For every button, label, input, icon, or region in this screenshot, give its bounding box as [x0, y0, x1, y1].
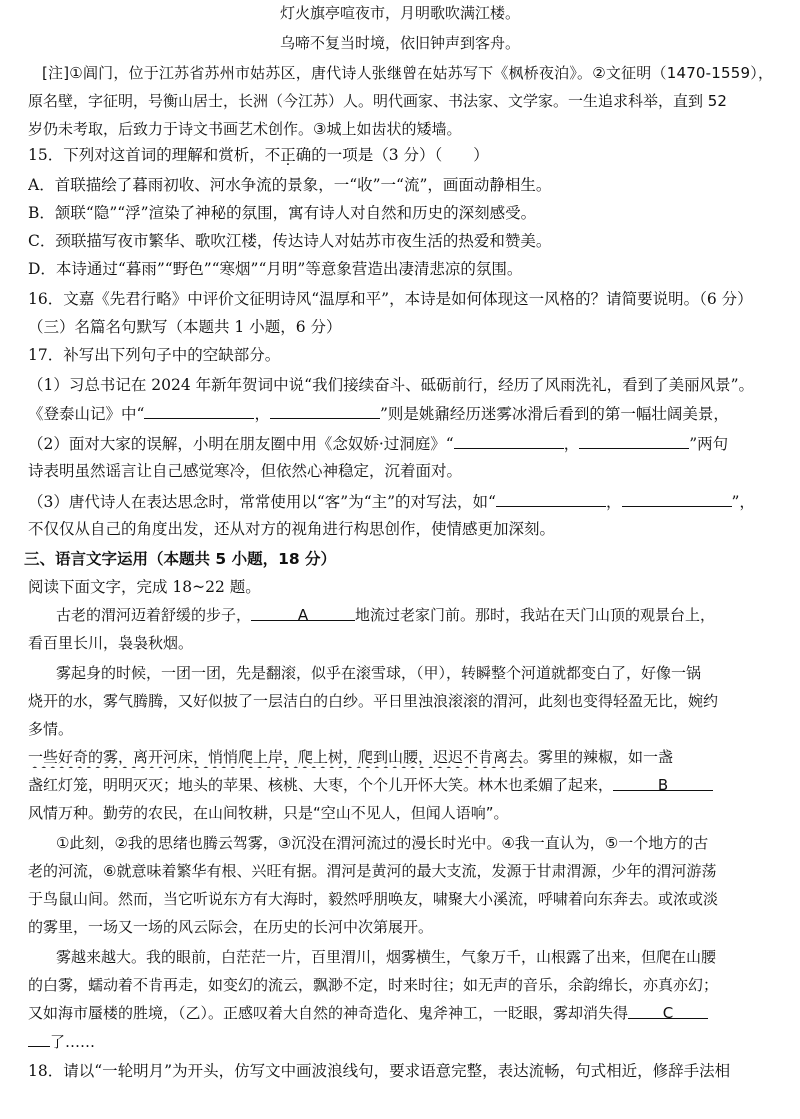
passage-paragraph: 看百里长川，袅袅秋烟。 — [28, 634, 194, 652]
note-text: [注]①阊门，位于江苏省苏州市姑苏区，唐代诗人张继曾在姑苏写下《枫桥夜泊》。②文征明（1470-1559）， — [42, 64, 774, 82]
passage-paragraph: 烧开的水，雾气腾腾，又好似披了一层洁白的白纱。平日里浊浪滚滚的渭河，此刻也变得轻盈无比，婉约 — [28, 692, 719, 710]
option-b: B．颔联“隐”“浮”渲染了神秘的氛围，寓有诗人对自然和历史的深刻感受。 — [28, 204, 537, 222]
poem-line: 乌啼不复当时境，依旧钟声到客舟。 — [279, 34, 520, 52]
question-15-stem: 15．下列对这首词的理解和赏析，不正确的一项是（3 分）（ ） — [28, 146, 489, 164]
passage-paragraph: 又如海市蜃楼的胜境，（乙）。正感叹着大自然的神奇造化、鬼斧神工，一眨眼，雾却消失得 C — [28, 1002, 774, 1024]
question-17-part2: （2）面对大家的误解，小明在朋友圈中用《念奴娇·过洞庭》“ ， ”两句 — [28, 432, 774, 455]
fill-blank[interactable] — [622, 490, 732, 507]
passage-paragraph: 一些好奇的雾，离开河床，悄悄爬上岸，爬上树，爬到山腰，迟迟不肯离去。雾里的辣椒，如一盏 — [28, 748, 674, 766]
subsection-heading: （三）名篇名句默写（本题共 1 小题，6 分） — [28, 318, 342, 336]
note-text: 原名壁，字征明，号衡山居士，长洲（今江苏）人。明代画家、书法家、文学家。一生追求科举，直到 52 — [28, 92, 727, 110]
passage-paragraph: 古老的渭河迈着舒缓的步子， A 地流过老家门前。那时，我站在天门山顶的观景台上， — [56, 606, 716, 624]
question-16: 16．文嘉《先君行略》中评价文征明诗风“温厚和平”，本诗是如何体现这一风格的？请简要说明。（6 分） — [28, 290, 753, 308]
blank-a: A — [251, 604, 355, 621]
passage-paragraph: 老的河流，⑥就意味着繁华有根、兴旺有据。渭河是黄河的最大支流，发源于甘肃渭源，少年的渭河游荡 — [28, 862, 717, 880]
fill-blank[interactable] — [454, 432, 564, 449]
fill-blank[interactable] — [496, 490, 606, 507]
option-a: A．首联描绘了暮雨初收、河水争流的景象，一“收”一“流”，画面动静相生。 — [28, 176, 552, 194]
instruction: 阅读下面文字，完成 18~22 题。 — [28, 578, 261, 596]
emphasis-dotted: 不正确 — [264, 146, 312, 164]
question-17-part1: （1）习总书记在 2024 年新年贺词中说“我们接续奋斗、砥砺前行，经历了风雨洗礼，看到了美丽风景”。 — [28, 376, 755, 394]
passage-paragraph: 风情万种。勤劳的农民，在山间牧耕，只是“空山不见人，但闻人语响”。 — [28, 804, 509, 822]
question-18: 18．请以“一轮明月”为开头，仿写文中画波浪线句，要求语意完整，表达流畅，句式相近，修辞手法相 — [28, 1062, 731, 1080]
passage-paragraph: 了…… — [28, 1030, 774, 1053]
passage-paragraph: ①此刻，②我的思绪也腾云驾雾，③沉没在渭河流过的漫长时光中。④我一直认为，⑤一个地方的古 — [56, 834, 709, 852]
wavy-underlined-sentence: 一些好奇的雾，离开河床，悄悄爬上岸，爬上树，爬到山腰，迟迟不肯离去 — [28, 748, 524, 766]
blank-b: B — [613, 774, 713, 791]
passage-paragraph: 的雾里，一场又一场的风云际会，在历史的长河中次第展开。 — [28, 918, 434, 936]
option-c: C．颈联描写夜市繁华、歌吹江楼，传达诗人对姑苏市夜生活的热爱和赞美。 — [28, 232, 552, 250]
fill-blank[interactable] — [144, 402, 254, 419]
passage-paragraph: 多情。 — [28, 720, 74, 738]
note-text: 岁仍未考取，后致力于诗文书画艺术创作。③城上如齿状的矮墙。 — [28, 120, 462, 138]
question-17-part3: 不仅仅从自己的角度出发，还从对方的视角进行构思创作，使情感更加深刻。 — [28, 520, 556, 538]
question-17-stem: 17．补写出下列句子中的空缺部分。 — [28, 346, 281, 364]
passage-paragraph: 的白雾，蠕动着不肯再走，如变幻的流云，飘渺不定，时来时往；如无声的音乐，余韵绵长，亦真亦幻； — [28, 976, 719, 994]
option-d: D．本诗通过“暮雨”“野色”“寒烟”“月明”等意象营造出凄清悲凉的氛围。 — [28, 260, 523, 278]
blank-c: C — [628, 1002, 708, 1019]
blank-c-continued — [28, 1030, 50, 1047]
question-17-part3: （3）唐代诗人在表达思念时，常常使用以“客”为“主”的对写法，如“ ， ”， — [28, 490, 774, 513]
section-heading: 三、语言文字运用（本题共 5 小题，18 分） — [24, 550, 337, 568]
fill-blank[interactable] — [579, 432, 689, 449]
question-17-part1: 《登泰山记》中“ ， ”则是姚鼐经历迷雾冰滑后看到的第一幅壮阔美景， — [28, 402, 774, 425]
poem-line: 灯火旗亭喧夜市，月明歌吹满江楼。 — [279, 4, 520, 22]
passage-paragraph: 盏红灯笼，明明灭灭；地头的苹果、核桃、大枣，个个儿开怀大笑。林木也柔媚了起来， B — [28, 774, 774, 796]
fill-blank[interactable] — [270, 402, 380, 419]
passage-paragraph: 雾起身的时候，一团一团，先是翻滚，似乎在滚雪球，（甲），转瞬整个河道就都变白了，好像一锅 — [56, 664, 702, 682]
passage-paragraph: 于鸟鼠山间。然而，当它听说东方有大海时，毅然呼朋唤友，啸聚大小溪流，呼啸着向东奔去。或浓或淡 — [28, 890, 719, 908]
question-17-part2: 诗表明虽然谣言让自己感觉寒冷，但依然心神稳定，沉着面对。 — [28, 462, 463, 480]
passage-paragraph: 雾越来越大。我的眼前，白茫茫一片，百里渭川，烟雾横生，气象万千，山根露了出来，但爬在山腰 — [56, 948, 717, 966]
